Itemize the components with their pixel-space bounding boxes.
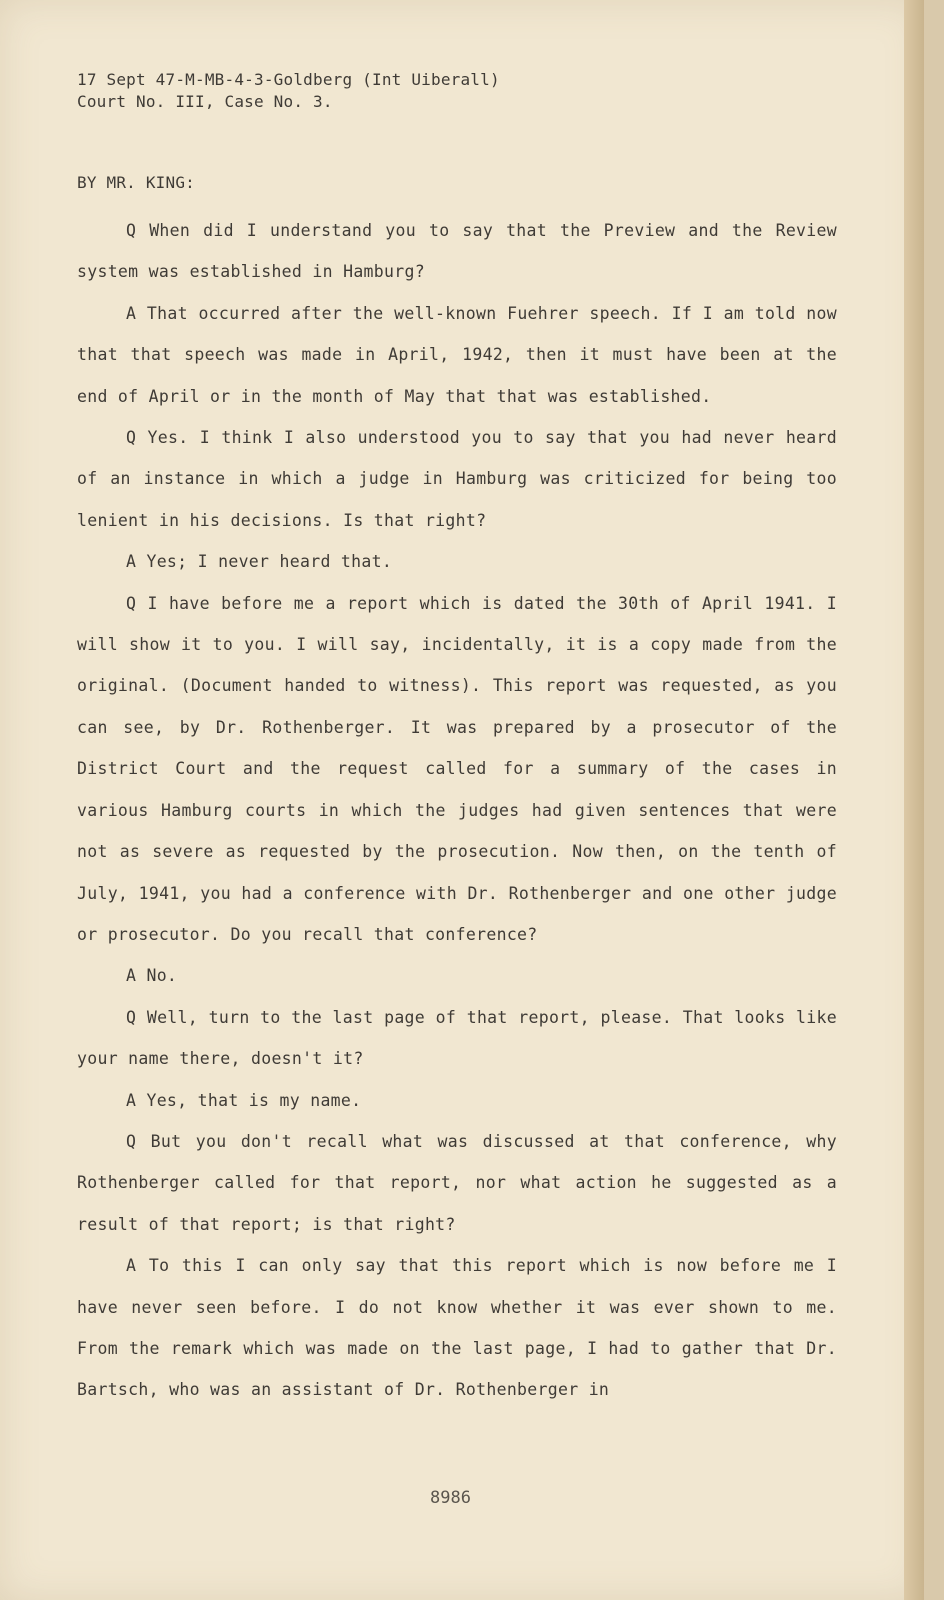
header-line-1: 17 Sept 47-M-MB-4-3-Goldberg (Int Uiberall) (77, 70, 500, 89)
transcript-paragraph: Q Well, turn to the last page of that report, please. That looks like your name there, doesn't it? (77, 1007, 837, 1069)
transcript-paragraph: A To this I can only say that this report which is now before me I have never seen before. I do not know whether it was ever shown to me. From the remark which was made on the last page, I had to gather that Dr. Bartsch, who was an assistant of Dr. Rothenberger in (77, 1256, 837, 1400)
transcript-paragraph: Q Yes. I think I also understood you to say that you had never heard of an instance in which a judge in Hamburg was criticized for being too lenient in his decisions. Is that right? (77, 428, 837, 530)
transcript-body (77, 210, 837, 1411)
transcript-paragraph: A Yes; I never heard that. (126, 552, 393, 572)
transcript-paragraph: A No. (126, 966, 178, 986)
transcript-paragraph: Q When did I understand you to say that the Preview and the Review system was established in Hamburg? (77, 221, 837, 282)
transcript-paragraph: A That occurred after the well-known Fuehrer speech. If I am told now that that speech was made in April, 1942, then it must have been at the end of April or in the month of May that that was established. (77, 303, 837, 406)
transcript-paragraph: Q I have before me a report which is dated the 30th of April 1941. I will show it to you. I will say, incidentally, it is a copy made from the original. (Document handed to witness). This report was requested, as you can see, by Dr. Rothenberger. It was prepared by a prosecutor of the District Court and the request called for a summary of the cases in various Hamburg courts in which the judges had given sentences that were not as severe as requested by the prosecution. Now then, on the tenth of July, 1941, you had a conference with Dr. Rothenberger and one other judge or prosecutor. Do you recall that conference? (77, 593, 837, 944)
transcript-paragraph: A Yes, that is my name. (126, 1090, 362, 1110)
document-header (77, 69, 500, 113)
header-line-2: Court No. III, Case No. 3. (77, 92, 333, 111)
page-edge (904, 0, 924, 1600)
page-number: 8986 (430, 1488, 471, 1508)
examiner-line: BY MR. KING: (77, 173, 195, 192)
transcript-paragraph: Q But you don't recall what was discussed at that conference, why Rothenberger called for that report, nor what action he suggested as a result of that report; is that right? (77, 1131, 837, 1234)
